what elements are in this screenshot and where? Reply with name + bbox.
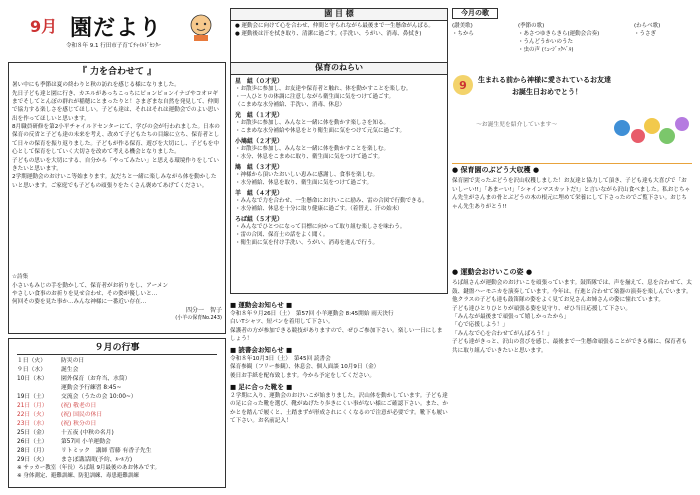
event-text: まさぽ講話間(予約、ﾙｰﾙ方) [61,456,133,463]
event-row [17,447,217,456]
event-date [17,384,61,393]
childcare-aims [230,62,448,294]
aim-item: （こまめな水分補給、手洗い、消毒、休息） [235,101,346,108]
event-text: 第57回 小羊運動会 [61,439,111,445]
birthday-section [452,72,692,154]
birthday-number-icon [452,74,474,96]
event-row [17,384,217,393]
sports-day-notice-body: 令和８年９月26日（土） 第57回 小羊運動会 8:45開始 雨天決行 白いTシャツ、短パンを着用して下さい。 保護者の方が参加できる競技がありますので、ぜひご参加下さい。楽しい一日にしましょう！ [230,310,443,342]
newsletter-subtitle: 令和８年 9.1 行田市子育てﾁｬｲﾙﾄﾞｾﾝﾀｰ [66,43,161,49]
song-col-head: (わらべ歌) [634,23,661,30]
month-label: 9月 [30,17,58,36]
author-sub: (小羊の保育No.243) [175,314,222,321]
aim-group-title: 小鳩組（２才児） [235,137,284,145]
event-date: 29日（火） [17,456,48,463]
event-date: 22日（火） [17,412,48,419]
event-text: (祝) 国民の休日 [61,412,103,419]
aim-group-title: 羊 組（４才児） [235,189,284,197]
aim-item: ・こまめな水分補給や休息をとり衛生面に気をつけて元気に過ごす。 [235,127,406,134]
aims-list [231,75,447,249]
intro-heading: 『 力を合わせて 』 [77,67,157,77]
event-date: １日（火） [17,358,46,365]
monthly-events [8,338,226,488]
event-row [17,411,217,420]
events-list [17,357,217,465]
sports-practice [452,268,692,488]
notices [230,298,448,488]
shoes-notice-title: ■ 足に合った靴を ■ [230,383,293,392]
event-date: 25日（金） [17,430,48,437]
aim-item: ・お散歩に参加し、みんなと一緒に体を動かす楽しさを知る。 [235,119,390,126]
aim-item: ・一人ひとりの体調に注意しながら衛生面に気をつけて過ごす。 [235,93,395,100]
song-col-head: (讃美歌) [452,23,473,30]
aim-group-title: 光 組（１才児） [235,111,284,119]
event-note: ※ 身体測定、避難訓練、防犯訓練、毒患避難訓練 [17,472,139,479]
shoes-notice-body: ２学期に入り、運動会のおけいこが始まりました。沢山体を動かしています。子ども達の足に合った靴を選び、靴がぬげたり歩きにくい事がない様にご確認下さい。また、かかとを踏んで履くと、土踏まずが形成されにくくなるので注意が必要です。靴下も履いて下さい。お名前記入！ [230,393,448,425]
garden-goals [230,8,448,66]
aim-item: ・水分補給、休息を取り、衛生面に気をつけて過ごす。 [235,179,373,186]
intro-article [8,62,226,334]
grape-body: 保育園で実ったぶどうを沢山収穫しました！お友達と協力して頂き、子ども達も大喜びで「おいしーい!!」「あまーい!」「シャインマスカットだ!」と言いながら沢山食べました。私おじちゃん先生がさんまの骨とぶどうの木の根元に埋めて栄養にして下さったのでご覧下さい。おじちゃん先生ありがとう!! [452,178,691,210]
event-date: 19日（土） [17,394,48,401]
birthday-intro: ～お誕生児を紹介しています～ [476,122,558,128]
event-note: ※ サッカー教室（年長）ろば組 9月最後のあお休みです。 [17,464,161,471]
sports-body: ろば組さんが運動会のおけいこを頑張っています。鼓笛隊では、声を揃えて、息を合わせて、太鼓、鍵盤ハーモニカを演奏しています。今年は、行進と合わせて楽器の演奏を楽しんでいます。他クラスの子ども達も鼓笛隊の姿をよく見てお兄さんお姉さんの姿に憧れています。 子ども達ひとりひとりが頑張る姿を見守り、ぜひ当日応援して下さい。 「みんなが最後まで頑張って嬉しかったから」 「心で応援しよう！」 「みんなで心を合わせてがんばろう！」 子ども達がきっと、沢山の喜びを感じ、最後まで一生懸命頑張ることができる様に、保育者も共に取り組んでいきたいと思います。 [452,280,692,354]
header [8,8,226,60]
event-date: 23日（水） [17,421,48,428]
aim-item: ・神様から頂いたおいしい恵みに感謝し、食事を楽しむ。 [235,171,379,178]
event-row [17,366,217,375]
event-text: 十五夜 (中秋の名月) [61,430,114,437]
event-row [17,357,217,366]
event-date: 21日（月） [17,403,48,410]
event-row [17,393,217,402]
event-date: 10日（木） [17,376,48,383]
goals-title: 園 目 標 [231,9,447,21]
birthday-subtitle: お誕生日おめでとう！ [512,88,582,96]
sports-title: ● 運動会おけいこの姿 ● [452,268,533,276]
song-item: ・虫の声 (ﾐｭｰｼﾞｯｸﾍﾞﾙ) [518,47,574,54]
song-col-head: (季節の歌) [518,23,545,30]
aim-item: ・お散歩に参加し、お友達や保育者と触れ、体を動かすことを楽しむ。 [235,85,412,92]
grape-title: ● 保育園のぶどう大収穫 ● [452,166,540,174]
event-date: 28日（月） [17,447,48,454]
songs-title: 今月の歌 [452,8,498,19]
event-text: 交流会（うたの会 10:00~） [61,394,137,401]
goal-item: ● 運動後は汗を拭き取り、清潔に過ごす。(手洗い、うがい、消毒、鼻拭き) [235,30,422,37]
aim-group-title: ろば組（５才児） [235,215,284,223]
song-item: ・あさつゆきらきら(運動会合奏) [518,31,600,38]
event-text: 防災の日 [61,358,85,365]
aims-title: 保育のねらい [231,63,447,75]
svg-text:9: 9 [459,79,467,92]
reading-notice-body: 令和８年10月3日（土） 第45回 読書会 保育参観（フリー参観）、休息会、個人面談 10月9日（金） 後日お手紙を配布致します。今から予定をしてください。 [230,356,380,379]
event-row [17,402,217,411]
balloons-illustration [612,102,690,152]
aim-item: ・みんなで力を合わせ、一生懸命におけいこに励み、雷の合図で行動できる。 [235,197,428,204]
monthly-songs [452,8,692,66]
event-row [17,420,217,429]
newsletter-title: 園だより [70,16,163,41]
aim-group-title: 鳩 組（３才児） [235,163,284,171]
aim-group-title: 星 組（０才児） [235,77,284,85]
event-text: (祝) 敬老の日 [61,403,97,410]
sports-day-notice-title: ■ 運動会お知らせ ■ [230,301,293,309]
event-text: 運動会予行練習 8:45~ [61,385,122,392]
aim-item: ・衛生面に気を付け手洗い、うがい、消毒を進んで行う。 [235,239,379,246]
grape-harvest [452,160,692,260]
reading-notice-title: ■ 読書会お知らせ ■ [230,346,293,355]
aim-item: ・みんなでひとつになって目標に向かって取り組む楽しさを味わう。 [235,224,406,231]
song-item: ・ちから [452,31,475,38]
event-row [17,429,217,438]
event-row [17,438,217,447]
event-text: (祝) 秋分の日 [61,421,97,428]
poem: ☆詩集 小さいもみじの手を動かして、保育者がお祈りをし、アーメン やさしい食事のお祈りを見せ合わせ、その姿が優しいと… 何回その姿を見た事か…みんな神様に一番近い存在… [12,274,169,306]
song-item: ・うんどうかいのうた [518,39,574,46]
goal-item: ● 運動会に向けて心を合わせ、仲間と守られながら最後まで一生懸命がんばる。 [235,22,434,29]
aim-item: ・雷の合図、保育士の話をよく聞く。 [235,231,329,238]
aim-item: ・水分、休息をこまめに取り、衛生面に気をつけて過ごす。 [235,153,384,160]
event-text: 園外保育（お弁当、水筒） [61,376,131,383]
events-title: ９月の行事 [17,342,217,355]
character-illustration [186,12,216,42]
birthday-title: 生まれる前から神様に愛されているお友達 [478,76,611,84]
event-row [17,456,217,465]
event-date: 26日（土） [17,439,48,445]
author-name: 四分一 智子 [185,306,222,314]
song-item: ・うさぎ [634,31,657,38]
event-text: リトミック 講師 菅藤 有香子先生 [61,447,152,454]
event-text: 誕生会 [61,367,79,374]
aim-item: ・お散歩に参加し、みんなと一緒に体を動かすことを楽しむ。 [235,145,390,152]
aim-item: ・水分補給、休息を十分に取り健康に過ごす。（着替え、汗の始末） [235,205,403,212]
event-date: ９日（水） [17,367,46,374]
event-row [17,375,217,384]
intro-body: 暑い中にも季節は夏の終わりと秋の訪れを感じる様になりました。 先日子ども達と園に行き、カエルがあっちこっちにピョンピョンイナゴやコオロギまでそしてとんぼの群れが稲穂にとまったりと！さまざまな自然を発見して、仲間で協力する楽しさを感じてほしい。子ども達は、それはそれは運動会でのよい思い出を作ってほしいと思います。 8月職員研修を第2小平チャイルドセンターにて、学びの会が行われました。日本の保育の反省と子ども達の未来を考え、改めて子どもたちの目線に立ち、保育者として日々の保育を振り返りました。子どもが作る保育、遊びを大切にし、子どもを中心として保育をしていく大切さを改めて考える機会となりました。 子どもの思いを大切にする、自分から「やってみたい」と思える環境作りをしていきたいと思います。 2学期運動会のおけいこ等始まります。友だちと一緒に楽しみながら体を動かしたいと思います。ご家庭でも子どもの頑張りをたくさん褒めてあげてください。 [12,82,220,189]
